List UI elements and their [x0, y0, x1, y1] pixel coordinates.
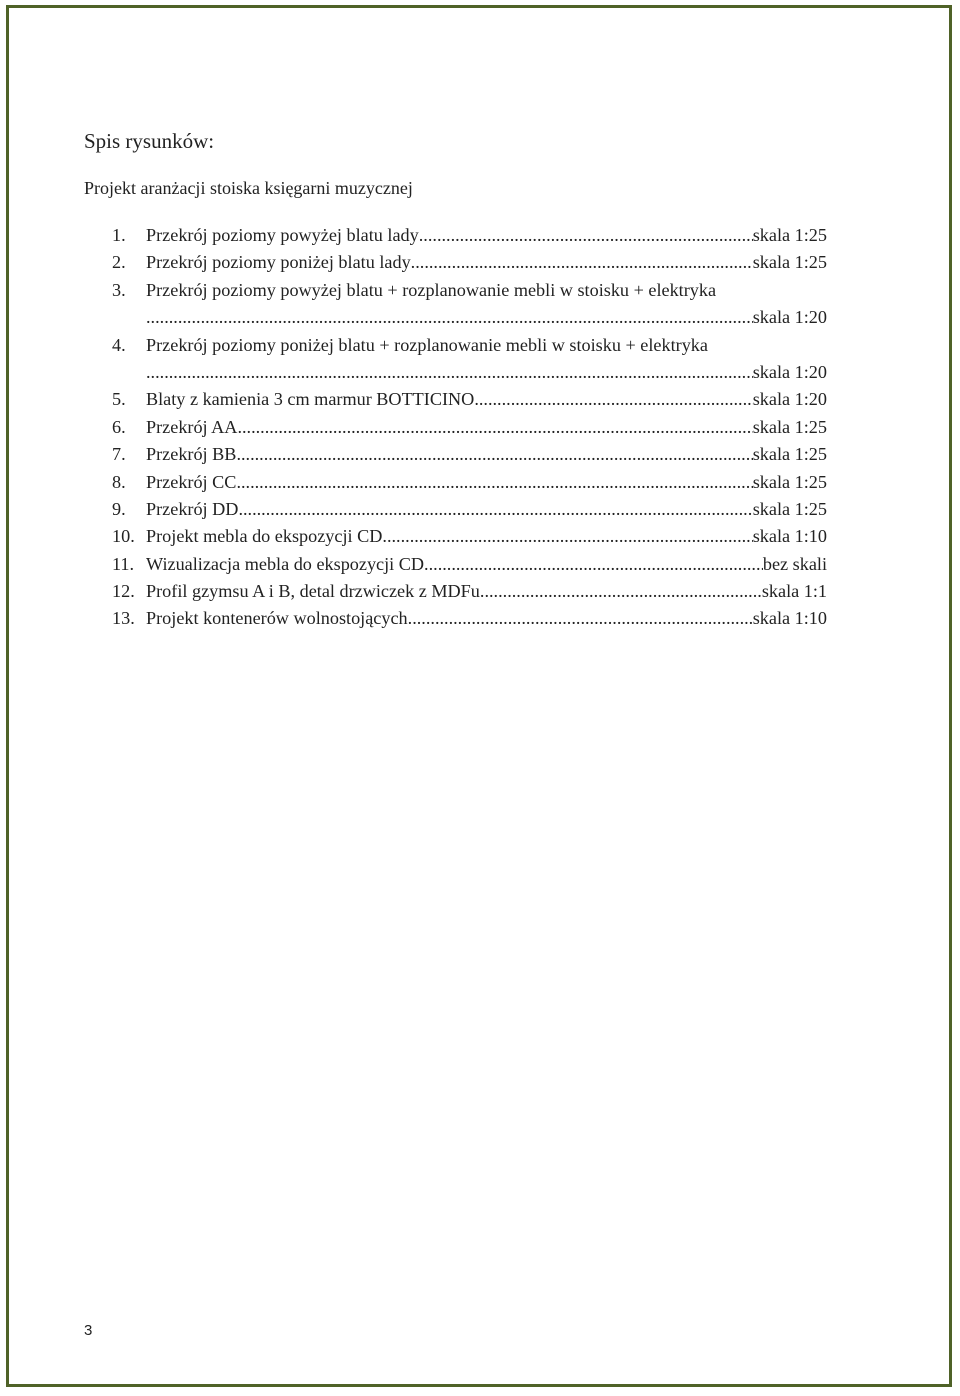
item-scale: skala 1:25	[752, 416, 827, 437]
dot-leader	[419, 222, 753, 249]
item-number: 4.	[112, 334, 126, 355]
item-scale: skala 1:10	[752, 608, 827, 629]
item-title: Przekrój DD	[146, 498, 239, 519]
item-title: Przekrój CC	[146, 471, 237, 492]
item-scale: skala 1:1	[761, 581, 827, 602]
dot-leader	[146, 304, 753, 331]
page-title: Spis rysunków:	[84, 129, 215, 153]
dot-leader	[382, 523, 752, 550]
item-scale: bez skali	[762, 553, 827, 574]
dot-leader	[480, 578, 762, 605]
figure-list-item	[112, 551, 827, 578]
figure-list	[112, 222, 827, 633]
dot-leader	[236, 441, 752, 468]
item-title: Blaty z kamienia 3 cm marmur BOTTICINO	[146, 389, 475, 410]
figure-list-item	[112, 469, 827, 496]
figure-list-item	[112, 249, 827, 276]
page-border	[6, 5, 952, 1387]
figure-list-item	[112, 332, 827, 387]
item-scale: skala 1:25	[752, 252, 827, 273]
item-number: 5.	[112, 389, 126, 410]
item-number: 2.	[112, 252, 126, 273]
item-title: Przekrój poziomy powyżej blatu + rozplanowanie mebli w stoisku + elektryka	[146, 279, 717, 300]
dot-leader	[236, 469, 752, 496]
item-title: Projekt kontenerów wolnostojących	[146, 608, 408, 629]
item-title: Przekrój AA	[146, 416, 238, 437]
figure-list-item	[112, 523, 827, 550]
item-number: 12.	[112, 581, 135, 602]
item-title: Przekrój poziomy poniżej blatu lady	[146, 252, 411, 273]
item-title: Przekrój poziomy powyżej blatu lady	[146, 225, 419, 245]
item-number: 6.	[112, 416, 126, 437]
item-title: Profil gzymsu A i B, detal drzwiczek z MDFu	[146, 581, 480, 602]
item-scale: skala 1:10	[752, 526, 827, 547]
figure-list-item	[112, 605, 827, 632]
figure-list-item	[112, 277, 827, 332]
item-title: Przekrój poziomy poniżej blatu + rozplanowanie mebli w stoisku + elektryka	[146, 334, 708, 355]
item-number: 1.	[112, 225, 126, 245]
figure-list-item	[112, 578, 827, 605]
item-scale: skala 1:20	[752, 389, 827, 410]
dot-leader	[237, 414, 752, 441]
figure-list-item	[112, 386, 827, 413]
item-number: 7.	[112, 444, 126, 465]
item-title: Przekrój BB	[146, 444, 237, 465]
figure-list-item	[112, 414, 827, 441]
dot-leader	[411, 249, 753, 276]
dot-leader	[238, 496, 752, 523]
item-scale: skala 1:25	[752, 444, 827, 465]
item-scale: skala 1:25	[752, 225, 827, 245]
figure-list-item	[112, 441, 827, 468]
item-title: Projekt mebla do ekspozycji CD	[146, 526, 383, 547]
item-title: Wizualizacja mebla do ekspozycji CD	[146, 553, 425, 574]
dot-leader	[424, 551, 763, 578]
item-scale: skala 1:25	[752, 471, 827, 492]
dot-leader	[408, 605, 753, 632]
figure-list-item	[112, 222, 827, 249]
item-number: 8.	[112, 471, 126, 492]
page-number: 3	[84, 1322, 93, 1339]
dot-leader	[474, 386, 752, 413]
item-number: 10.	[112, 526, 135, 547]
item-number: 9.	[112, 498, 126, 519]
item-number: 11.	[112, 553, 135, 574]
dot-leader	[146, 359, 753, 386]
item-number: 3.	[112, 279, 126, 300]
item-scale: skala 1:20	[752, 361, 827, 382]
item-scale: skala 1:25	[752, 498, 827, 519]
section-subtitle: Projekt aranżacji stoiska księgarni muzycznej	[84, 178, 413, 198]
item-number: 13.	[112, 608, 135, 629]
figure-list-item	[112, 496, 827, 523]
item-scale: skala 1:20	[752, 307, 827, 328]
